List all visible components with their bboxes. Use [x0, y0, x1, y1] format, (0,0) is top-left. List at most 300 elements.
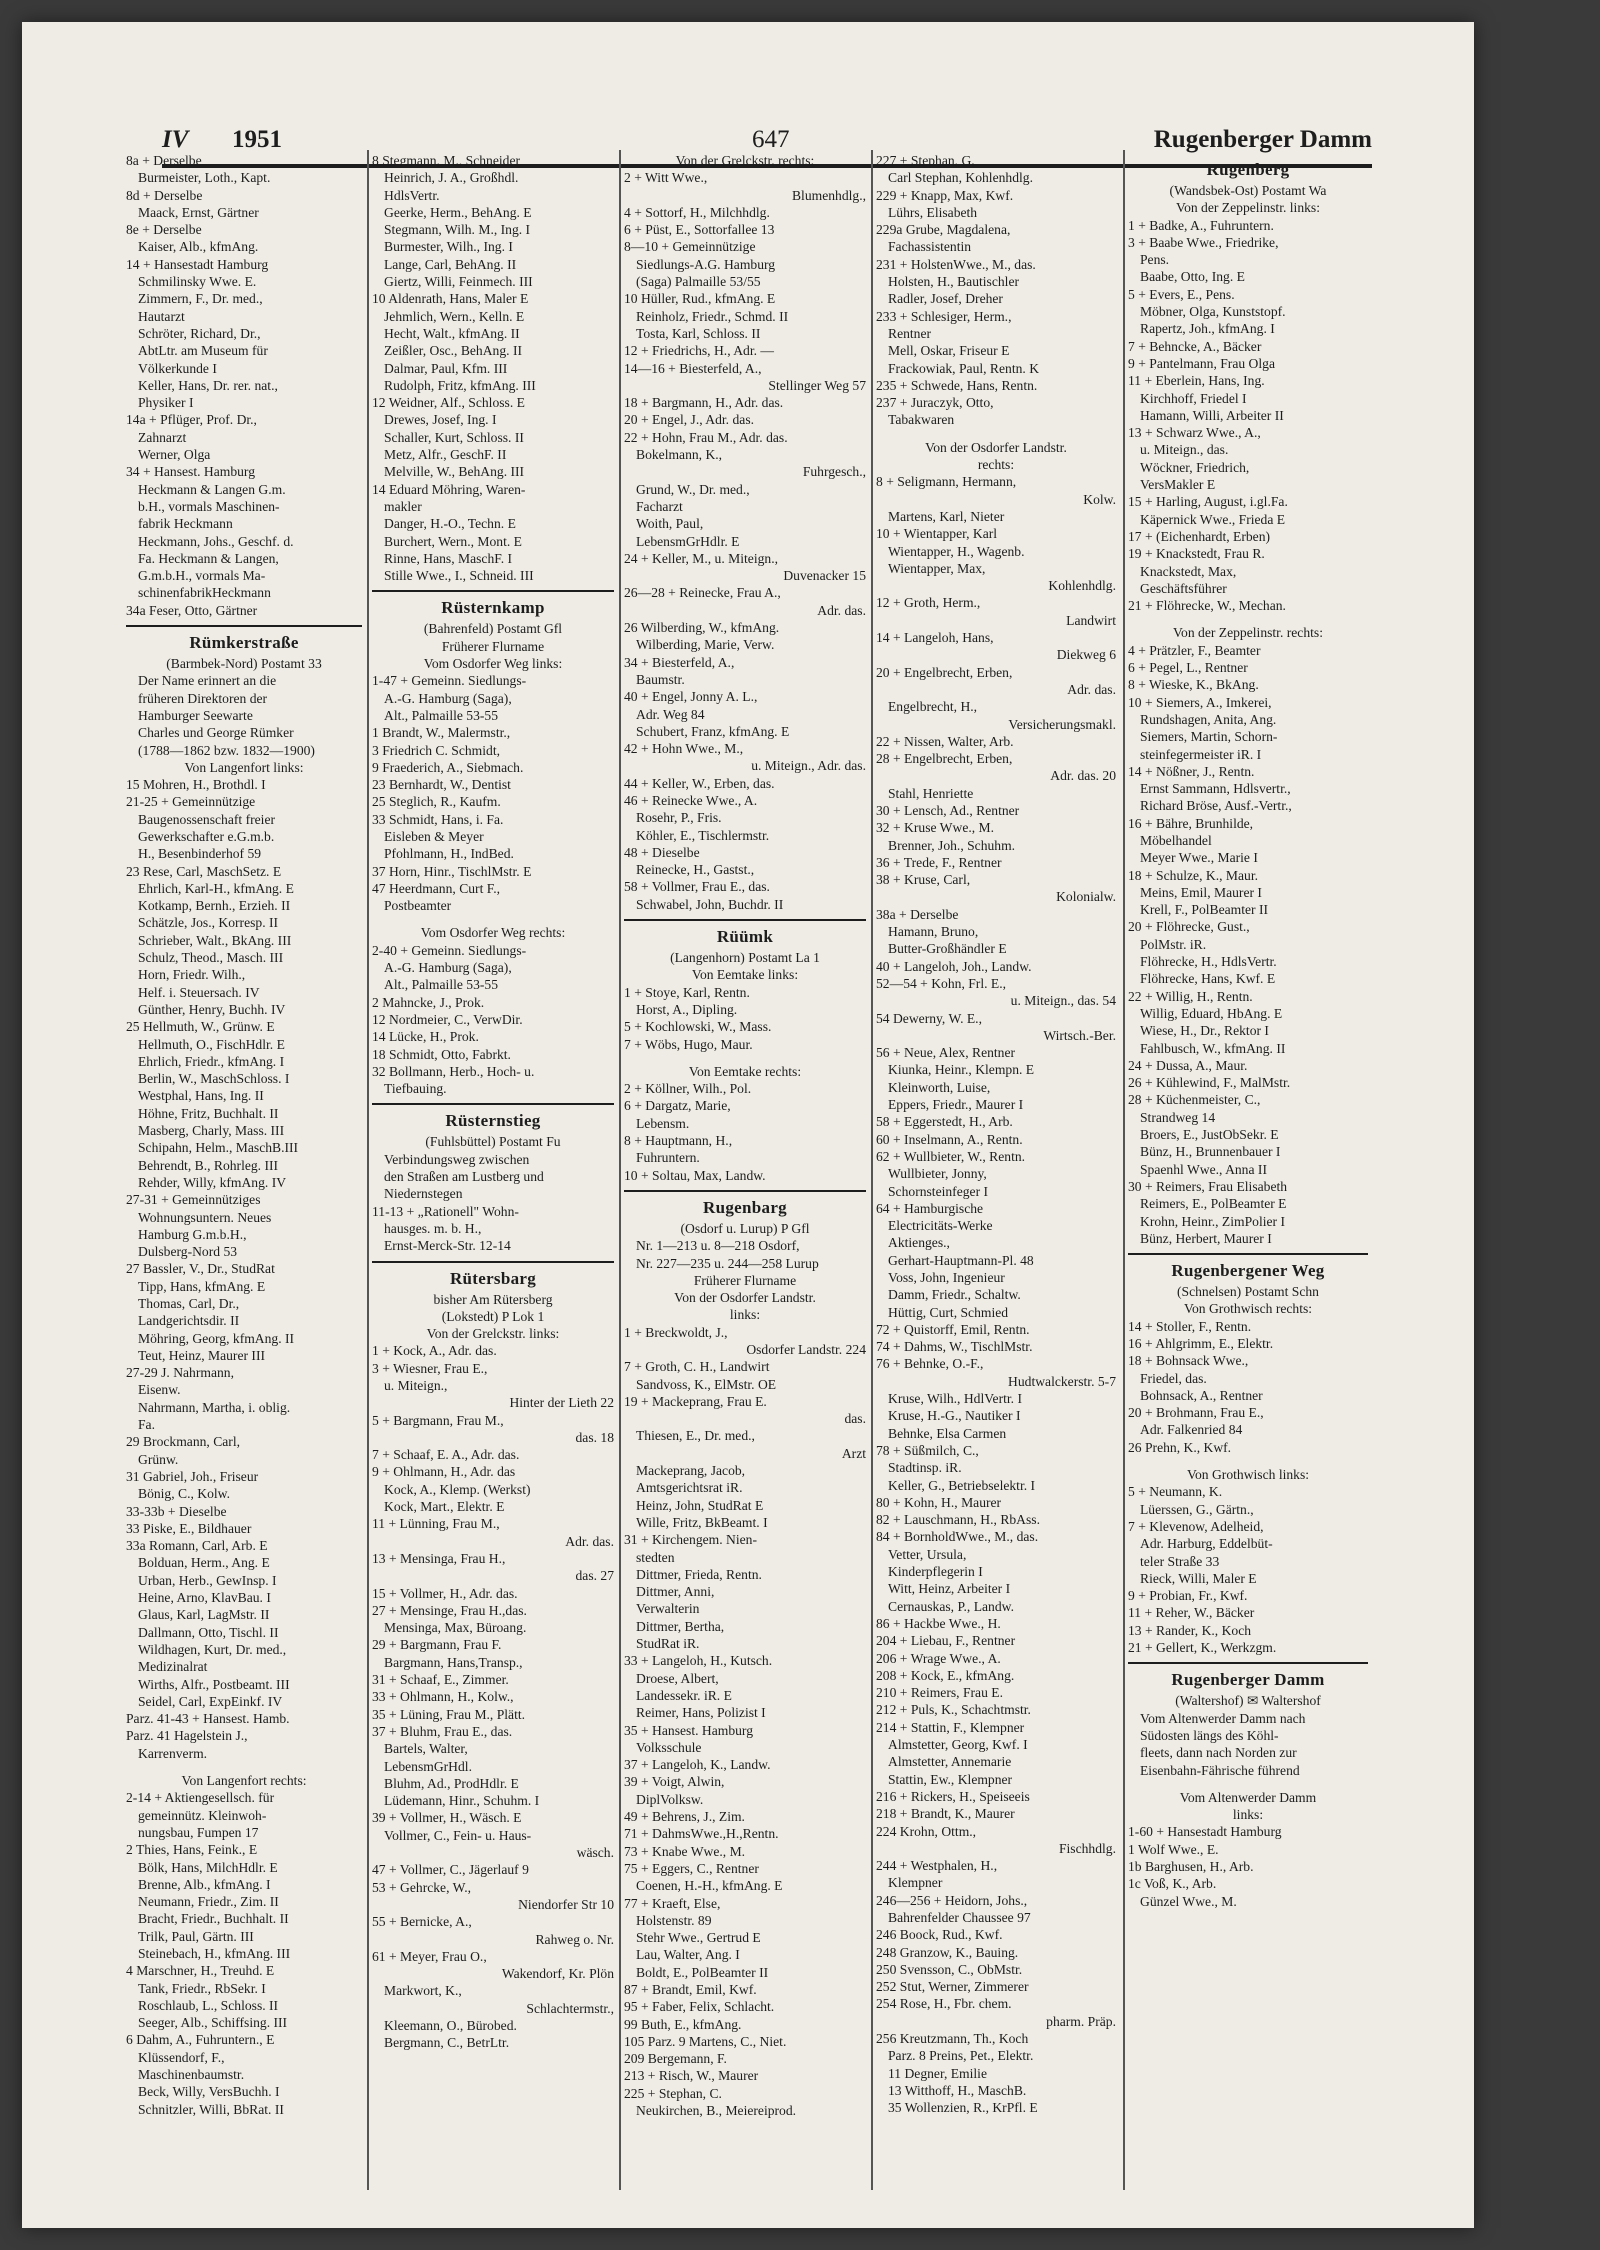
- resident-line: AbtLtr. am Museum für: [138, 343, 268, 359]
- resident-line: Geschäftsführer: [1140, 580, 1227, 596]
- resident-line: Wilberding, Marie, Verw.: [636, 637, 775, 653]
- resident-line: Bokelmann, K.,: [636, 447, 723, 463]
- resident-line: Wirths, Alfr., Postbeamt. III: [138, 1676, 290, 1692]
- resident-line: Kiunka, Heinr., Klempn. E: [888, 1062, 1035, 1078]
- resident-line: Vollmer, C., Fein- u. Haus-: [384, 1827, 532, 1843]
- resident-line: Baugenossenschaft freier: [138, 811, 276, 827]
- entry-line: 252 Stut, Werner, Zimmerer: [876, 1979, 1029, 1995]
- entry-line: 8 Stegmann, M., Schneider: [372, 153, 520, 168]
- direction-heading: Von Grothwisch links:: [1186, 1467, 1310, 1483]
- entry-line: 6 + Pegel, L., Rentner: [1128, 660, 1248, 676]
- resident-line: Schubert, Franz, kfmAng. E: [636, 723, 790, 739]
- entry-line: 14a + Pflüger, Prof. Dr.,: [126, 412, 257, 428]
- resident-line: Möhring, Georg, kfmAng. II: [138, 1330, 295, 1346]
- resident-line: Berlin, W., MaschSchloss. I: [138, 1071, 290, 1087]
- entry-line: 80 + Kohn, H., Maurer: [876, 1494, 1002, 1510]
- resident-line: Heckmann, Johs., Geschf. d.: [138, 533, 294, 549]
- resident-line: den Straßen am Lustberg und: [384, 1169, 544, 1185]
- entry-line: Parz. 41 Hagelstein J.,: [126, 1728, 248, 1744]
- direction-heading: Vom Osdorfer Weg rechts:: [420, 925, 566, 941]
- resident-line: Tiefbauing.: [384, 1081, 447, 1097]
- entry-line: 18 Schmidt, Otto, Fabrkt.: [372, 1046, 511, 1062]
- entry-line: 3 + Wiesner, Frau E.,: [372, 1360, 488, 1376]
- direction-heading: Von Eemtake links:: [691, 967, 799, 983]
- resident-line: Aktienges.,: [888, 1235, 950, 1251]
- entry-line: 1 + Breckwoldt, J.,: [624, 1324, 728, 1340]
- entry-line: 19 + Knackstedt, Frau R.: [1128, 546, 1265, 562]
- resident-line: Rudolph, Fritz, kfmAng. III: [384, 377, 536, 393]
- resident-line: Schulz, Theod., Masch. III: [138, 950, 284, 966]
- entry-line: 16 + Bähre, Brunhilde,: [1128, 815, 1254, 831]
- street-subheading: (Schnelsen) Postamt Schn: [1177, 1284, 1319, 1300]
- entry-line: 39 + Voigt, Alwin,: [624, 1774, 725, 1790]
- resident-line: Rapertz, Joh., kfmAng. I: [1140, 321, 1275, 337]
- resident-line: Thiesen, E., Dr. med.,: [636, 1428, 755, 1444]
- entry-line: 35 + Lüning, Frau M., Plätt.: [372, 1706, 526, 1722]
- resident-line: Hüttig, Curt, Schmied: [888, 1304, 1009, 1320]
- entry-line: 27 + Mensinge, Frau H.,das.: [372, 1602, 527, 1618]
- resident-line: Voss, John, Ingenieur: [888, 1270, 1005, 1285]
- resident-line: Klempner: [888, 1875, 943, 1891]
- entry-line: 1 + Badke, A., Fuhruntern.: [1128, 217, 1274, 233]
- resident-line: Schnitzler, Willi, BbRat. II: [138, 2101, 284, 2117]
- resident-line: Bohnsack, A., Rentner: [1140, 1387, 1263, 1403]
- resident-line: Köhler, E., Tischlermstr.: [636, 827, 770, 843]
- entry-line: 214 + Stattin, F., Klempner: [876, 1719, 1025, 1735]
- street-subheading: Früherer Flurname: [441, 638, 545, 654]
- resident-line: Schröter, Richard, Dr.,: [138, 325, 261, 341]
- resident-line: Dulsberg-Nord 53: [138, 1244, 238, 1260]
- resident-line: Lau, Walter, Ang. I: [636, 1947, 740, 1963]
- resident-line: Heinrich, J. A., Großhdl.: [384, 170, 519, 186]
- entry-line: 229a Grube, Magdalena,: [876, 222, 1011, 238]
- resident-line: Kirchhoff, Friedel I: [1140, 390, 1247, 406]
- entry-line: 34 + Hansest. Hamburg: [126, 464, 255, 480]
- direction-heading: Von der Zeppelinstr. rechts:: [1172, 625, 1323, 641]
- resident-line: fleets, dann nach Norden zur: [1140, 1745, 1297, 1761]
- entry-line: 44 + Keller, W., Erben, das.: [624, 775, 775, 791]
- resident-line: Duvenacker 15: [783, 568, 866, 584]
- resident-line: Hinter der Lieth 22: [509, 1395, 614, 1411]
- entry-line: 13 + Rander, K., Koch: [1128, 1622, 1252, 1638]
- street-heading: Rüsternkamp: [372, 590, 614, 620]
- entry-line: 86 + Hackbe Wwe., H.: [876, 1615, 1001, 1631]
- street-subheading: (Barmbek-Nord) Postamt 33: [166, 656, 322, 672]
- direction-heading: Von Langenfort links:: [184, 759, 304, 775]
- entry-line: 31 Gabriel, Joh., Friseur: [126, 1468, 259, 1484]
- resident-line: Urban, Herb., GewInsp. I: [138, 1572, 277, 1588]
- resident-line: Krohn, Heinr., ZimPolier I: [1140, 1213, 1285, 1229]
- resident-line: das. 18: [575, 1429, 614, 1445]
- resident-line: Charles und George Rümker: [138, 725, 294, 741]
- resident-line: Ehrlich, Karl-H., kfmAng. E: [138, 880, 294, 896]
- resident-line: Willig, Eduard, HbAng. E: [1140, 1005, 1283, 1021]
- entry-line: 95 + Faber, Felix, Schlacht.: [624, 1999, 775, 2015]
- resident-line: Stadtinsp. iR.: [888, 1460, 962, 1476]
- street-subheading: (Langenhorn) Postamt La 1: [670, 950, 820, 966]
- resident-line: Werner, Olga: [138, 447, 211, 463]
- entry-line: 224 Krohn, Ottm.,: [876, 1823, 977, 1839]
- resident-line: (1788—1862 bzw. 1832—1900): [138, 742, 315, 758]
- column-divider: [1123, 150, 1125, 2190]
- resident-line: Schlachtermstr.,: [526, 2000, 614, 2016]
- entry-line: 209 Bergemann, F.: [624, 2051, 727, 2067]
- resident-line: Baumstr.: [636, 671, 685, 687]
- resident-line: pharm. Präp.: [1046, 2013, 1116, 2029]
- resident-line: Rahweg o. Nr.: [535, 1931, 614, 1947]
- resident-line: PolMstr. iR.: [1140, 936, 1207, 952]
- resident-line: Lebensm.: [636, 1115, 690, 1131]
- entry-line: 14 + Nößner, J., Rentn.: [1128, 763, 1255, 779]
- entry-line: 206 + Wrage Wwe., A.: [876, 1650, 1001, 1666]
- entry-line: 33 Piske, E., Bildhauer: [126, 1520, 252, 1536]
- resident-line: Nahrmann, Martha, i. oblig.: [138, 1399, 291, 1415]
- entry-line: 33 + Ohlmann, H., Kolw.,: [372, 1689, 514, 1705]
- entry-line: 208 + Kock, E., kfmAng.: [876, 1667, 1015, 1683]
- entry-line: 227 + Stephan, G.: [876, 153, 975, 168]
- resident-line: Landgerichtsdir. II: [138, 1313, 240, 1329]
- entry-line: 2-14 + Aktiengesellsch. für: [126, 1790, 275, 1806]
- entry-line: 34a Feser, Otto, Gärtner: [126, 602, 258, 618]
- resident-line: Kohlenhdlg.: [1048, 578, 1116, 594]
- resident-line: steinfegermeister iR. I: [1140, 746, 1262, 762]
- resident-line: Fahlbusch, W., kfmAng. II: [1140, 1040, 1286, 1056]
- resident-line: Metz, Alfr., GeschF. II: [384, 447, 507, 463]
- resident-line: Kotkamp, Bernh., Erzieh. II: [138, 898, 291, 914]
- resident-line: Schipahn, Helm., MaschB.III: [138, 1140, 299, 1156]
- entry-line: 37 + Langeloh, K., Landw.: [624, 1757, 771, 1773]
- resident-line: Bartels, Walter,: [384, 1741, 468, 1757]
- entry-line: 233 + Schlesiger, Herm.,: [876, 308, 1012, 324]
- entry-line: 229 + Knapp, Max, Kwf.: [876, 187, 1014, 203]
- resident-line: Drewes, Josef, Ing. I: [384, 412, 497, 428]
- resident-line: Tosta, Karl, Schloss. II: [636, 325, 761, 341]
- entry-line: 27 Bassler, V., Dr., StudRat: [126, 1261, 275, 1277]
- direction-heading: Von Langenfort rechts:: [181, 1773, 307, 1789]
- resident-line: Glaus, Karl, LagMstr. II: [138, 1607, 270, 1623]
- entry-line: 32 + Kruse Wwe., M.: [876, 820, 995, 836]
- resident-line: 35 Wollenzien, R., KrPfl. E: [888, 2100, 1038, 2116]
- entry-line: 246 Boock, Rud., Kwf.: [876, 1927, 1003, 1943]
- resident-line: A.-G. Hamburg (Saga),: [384, 690, 512, 706]
- resident-line: Verwalterin: [636, 1601, 700, 1617]
- resident-line: Siedlungs-A.G. Hamburg: [636, 256, 776, 272]
- direction-heading: Von Eemtake rechts:: [688, 1063, 802, 1079]
- entry-line: 19 + Mackeprang, Frau E.: [624, 1393, 767, 1409]
- resident-line: Knackstedt, Max,: [1140, 563, 1237, 579]
- resident-line: Kinderpflegerin I: [888, 1564, 983, 1580]
- spacer: [372, 914, 614, 924]
- entry-line: 15 + Harling, August, i.gl.Fa.: [1128, 494, 1288, 510]
- resident-line: das.: [844, 1411, 866, 1427]
- spacer: [1128, 614, 1368, 624]
- column-2: [372, 152, 614, 2192]
- entry-line: 8d + Derselbe: [126, 187, 203, 203]
- resident-line: Spaenhl Wwe., Anna II: [1140, 1161, 1267, 1177]
- resident-line: Adr. das.: [817, 602, 866, 618]
- resident-line: b.H., vormals Maschinen-: [138, 498, 280, 514]
- entry-line: 30 + Reimers, Frau Elisabeth: [1128, 1178, 1288, 1194]
- entry-line: 8 + Hauptmann, H.,: [624, 1133, 733, 1149]
- resident-line: Schwabel, John, Buchdr. II: [636, 896, 784, 912]
- resident-line: Coenen, H.-H., kfmAng. E: [636, 1878, 783, 1894]
- resident-line: Adr. Weg 84: [636, 706, 705, 722]
- entry-line: 254 Rose, H., Fbr. chem.: [876, 1996, 1012, 2012]
- resident-line: Eisleben & Meyer: [384, 828, 484, 844]
- resident-line: Wohnungsuntern. Neues: [138, 1209, 272, 1225]
- resident-line: Wirtsch.-Ber.: [1043, 1027, 1116, 1043]
- column-divider: [367, 150, 369, 2190]
- entry-line: 27-29 J. Nahrmann,: [126, 1365, 234, 1381]
- entry-line: 5 + Neumann, K.: [1128, 1484, 1223, 1500]
- resident-line: Hamburg G.m.b.H.,: [138, 1226, 247, 1242]
- entry-line: 1c Voß, K., Arb.: [1128, 1876, 1217, 1892]
- entry-line: 9 + Pantelmann, Frau Olga: [1128, 355, 1275, 371]
- resident-line: Damm, Friedr., Schaltw.: [888, 1287, 1021, 1303]
- entry-line: 1-60 + Hansestadt Hamburg: [1128, 1824, 1282, 1840]
- resident-line: Almstetter, Georg, Kwf. I: [888, 1737, 1028, 1753]
- resident-line: Keller, G., Betriebselektr. I: [888, 1477, 1036, 1493]
- entry-line: 210 + Reimers, Frau E.: [876, 1685, 1003, 1701]
- resident-line: Bolduan, Herm., Ang. E: [138, 1555, 270, 1571]
- resident-line: Horn, Friedr. Wilh.,: [138, 967, 246, 983]
- entry-line: 11 + Eberlein, Hans, Ing.: [1128, 373, 1265, 389]
- resident-line: Keller, Hans, Dr. rer. nat.,: [138, 377, 278, 393]
- entry-line: 31 + Schaaf, E., Zimmer.: [372, 1672, 509, 1688]
- resident-line: Danger, H.-O., Techn. E: [384, 516, 516, 532]
- entry-line: 204 + Liebau, F., Rentner: [876, 1633, 1016, 1649]
- resident-line: Bluhm, Ad., ProdHdlr. E: [384, 1775, 519, 1791]
- resident-line: Krell, F., PolBeamter II: [1140, 902, 1269, 918]
- column-5: [1128, 152, 1368, 2192]
- resident-line: Fa.: [138, 1417, 155, 1433]
- resident-line: Masberg, Charly, Mass. III: [138, 1123, 285, 1139]
- resident-line: H., Besenbinderhof 59: [138, 846, 262, 862]
- entry-line: 105 Parz. 9 Martens, C., Niet.: [624, 2033, 787, 2049]
- entry-line: 38 + Kruse, Carl,: [876, 872, 971, 888]
- resident-line: Meyer Wwe., Marie I: [1140, 850, 1258, 866]
- resident-line: 13 Witthoff, H., MaschB.: [888, 2082, 1027, 2098]
- resident-line: Burmester, Wilh., Ing. I: [384, 239, 513, 255]
- resident-line: Holsten, H., Bautischler: [888, 274, 1020, 290]
- entry-line: 33 + Langeloh, H., Kutsch.: [624, 1653, 773, 1669]
- resident-line: Bönig, C., Kolw.: [138, 1486, 231, 1502]
- resident-line: Dallmann, Otto, Tischl. II: [138, 1624, 279, 1640]
- entry-line: 27-31 + Gemeinnütziges: [126, 1192, 261, 1208]
- resident-line: Steinebach, H., kfmAng. III: [138, 1945, 291, 1961]
- resident-line: Rieck, Willi, Maler E: [1140, 1570, 1257, 1586]
- resident-line: Rundshagen, Anita, Ang.: [1140, 711, 1277, 727]
- entry-line: 39 + Vollmer, H., Wäsch. E: [372, 1810, 522, 1826]
- entry-line: 82 + Lauschmann, H., RbAss.: [876, 1512, 1040, 1528]
- resident-line: Karrenverm.: [138, 1745, 208, 1761]
- entry-line: 4 Marschner, H., Treuhd. E: [126, 1963, 275, 1979]
- street-subheading: (Wandsbek-Ost) Postamt Wa: [1169, 183, 1327, 198]
- resident-line: HdlsVertr.: [384, 187, 440, 203]
- entry-line: 237 + Juraczyk, Otto,: [876, 395, 994, 411]
- entry-line: 14 Eduard Möhring, Waren-: [372, 481, 526, 497]
- resident-line: Heckmann & Langen G.m.: [138, 481, 286, 497]
- entry-line: 24 + Dussa, A., Maur.: [1128, 1057, 1248, 1073]
- entry-line: 235 + Schwede, Hans, Rentn.: [876, 377, 1038, 393]
- resident-line: VersMakler E: [1140, 477, 1216, 493]
- entry-line: 14 + Hansestadt Hamburg: [126, 256, 269, 272]
- entry-line: 37 Horn, Hinr., TischlMstr. E: [372, 863, 532, 879]
- resident-line: Wiese, H., Dr., Rektor I: [1140, 1023, 1269, 1039]
- resident-line: Ernst Sammann, Hdlsvertr.,: [1140, 781, 1291, 797]
- resident-line: Adr. Falkenried 84: [1140, 1422, 1243, 1438]
- resident-line: Behnke, Elsa Carmen: [888, 1425, 1007, 1441]
- entry-line: 33a Romann, Carl, Arb. E: [126, 1538, 268, 1554]
- street-heading: Rugenberger Damm: [1128, 1662, 1368, 1692]
- entry-line: 6 Dahm, A., Fuhruntern., E: [126, 2032, 275, 2048]
- resident-line: schinenfabrikHeckmann: [138, 585, 271, 601]
- page-number: 647: [752, 126, 790, 153]
- resident-line: Radler, Josef, Dreher: [888, 291, 1003, 307]
- resident-line: Adr. Harburg, Eddelbüt-: [1140, 1536, 1273, 1552]
- resident-line: Vom Altenwerder Damm nach: [1140, 1710, 1306, 1726]
- resident-line: Markwort, K.,: [384, 1983, 462, 1999]
- entry-line: 62 + Wullbieter, W., Rentn.: [876, 1148, 1026, 1164]
- resident-line: Vetter, Ursula,: [888, 1546, 967, 1562]
- street-subheading: (Bahrenfeld) Postamt Gfl: [423, 621, 563, 637]
- resident-line: Bölk, Hans, MilchHdlr. E: [138, 1859, 278, 1875]
- resident-line: Droese, Albert,: [636, 1670, 719, 1686]
- street-subheading: (Lokstedt) P Lok 1: [441, 1308, 545, 1324]
- entry-line: 20 + Engelbrecht, Erben,: [876, 664, 1013, 680]
- entry-line: 37 + Bluhm, Frau E., das.: [372, 1723, 513, 1739]
- entry-line: 7 + Behncke, A., Bäcker: [1128, 338, 1262, 354]
- entry-line: 47 + Vollmer, C., Jägerlauf 9: [372, 1862, 529, 1878]
- entry-line: 23 Bernhardt, W., Dentist: [372, 777, 511, 793]
- resident-line: u. Miteign., das. 54: [1010, 993, 1116, 1009]
- resident-line: LebensmGrHdl.: [384, 1758, 472, 1774]
- resident-line: das. 27: [575, 1568, 614, 1584]
- resident-line: Niendorfer Str 10: [518, 1896, 614, 1912]
- column-3: [624, 152, 866, 2192]
- resident-line: Meins, Emil, Maurer I: [1140, 884, 1262, 900]
- entry-line: 14—16 + Biesterfeld, A.,: [624, 360, 762, 376]
- street-heading: Rümkerstraße: [126, 625, 362, 655]
- resident-line: Eppers, Friedr., Maurer I: [888, 1097, 1024, 1113]
- resident-line: Bünz, H., Brunnenbauer I: [1140, 1144, 1281, 1160]
- entry-line: 18 + Bargmann, H., Adr. das.: [624, 395, 784, 411]
- entry-line: 34 + Biesterfeld, A.,: [624, 654, 735, 670]
- entry-line: 25 Hellmuth, W., Grünw. E: [126, 1019, 275, 1035]
- column-divider: [619, 150, 621, 2190]
- resident-line: Hecht, Walt., kfmAng. II: [384, 325, 520, 341]
- resident-line: Bünz, Herbert, Maurer I: [1140, 1230, 1272, 1246]
- resident-line: Stahl, Henriette: [888, 785, 974, 801]
- entry-line: 4 + Sottorf, H., Milchhdlg.: [624, 204, 770, 220]
- resident-line: Adr. das. 20: [1050, 768, 1116, 784]
- direction-heading: links:: [729, 1307, 761, 1323]
- entry-line: 48 + Dieselbe: [624, 844, 700, 860]
- entry-line: 1b Barghusen, H., Arb.: [1128, 1859, 1254, 1875]
- entry-line: 33-33b + Dieselbe: [126, 1503, 227, 1519]
- resident-line: Bracht, Friedr., Buchhalt. II: [138, 1911, 289, 1927]
- resident-line: Flöhrecke, Hans, Kwf. E: [1140, 971, 1276, 987]
- entry-line: 87 + Brandt, Emil, Kwf.: [624, 1981, 757, 1997]
- resident-line: Schornsteinfeger I: [888, 1183, 989, 1199]
- entry-line: 46 + Reinecke Wwe., A.: [624, 792, 758, 808]
- entry-line: 26—28 + Reinecke, Frau A.,: [624, 585, 781, 601]
- resident-line: Teut, Heinz, Maurer III: [138, 1347, 265, 1363]
- resident-line: Wildhagen, Kurt, Dr. med.,: [138, 1641, 287, 1657]
- entry-line: 1 + Kock, A., Adr. das.: [372, 1343, 497, 1359]
- entry-line: 32 Bollmann, Herb., Hoch- u.: [372, 1063, 535, 1079]
- resident-line: Schätzle, Jos., Korresp. II: [138, 915, 279, 931]
- entry-line: 8 + Wieske, K., BkAng.: [1128, 677, 1259, 693]
- resident-line: Zahnarzt: [138, 429, 187, 445]
- entry-line: 21-25 + Gemeinnützige: [126, 794, 256, 810]
- column-1: [126, 152, 362, 2192]
- resident-line: Ehrlich, Friedr., kfmAng. I: [138, 1053, 285, 1069]
- entry-line: 84 + BornholdWwe., M., das.: [876, 1529, 1039, 1545]
- resident-line: Kruse, H.-G., Nautiker I: [888, 1408, 1021, 1424]
- direction-heading: Vom Osdorfer Weg links:: [423, 656, 563, 672]
- entry-line: 13 + Schwarz Wwe., A.,: [1128, 425, 1261, 441]
- entry-line: 11-13 + „Rationell" Wohn-: [372, 1203, 519, 1219]
- resident-line: Wullbieter, Jonny,: [888, 1166, 987, 1182]
- resident-line: teler Straße 33: [1140, 1553, 1220, 1569]
- entry-line: 28 + Küchenmeister, C.,: [1128, 1092, 1261, 1108]
- street-subheading: (Fuhlsbüttel) Postamt Fu: [425, 1134, 561, 1150]
- entry-line: 216 + Rickers, H., Speiseeis: [876, 1788, 1030, 1804]
- resident-line: Günther, Henry, Buchh. IV: [138, 1001, 286, 1017]
- resident-line: wäsch.: [576, 1845, 614, 1861]
- resident-line: Schrieber, Walt., BkAng. III: [138, 932, 292, 948]
- entry-line: 31 + Kirchengem. Nien-: [624, 1532, 757, 1548]
- entry-line: 5 + Kochlowski, W., Mass.: [624, 1019, 772, 1035]
- resident-line: Richard Bröse, Ausf.-Vertr.,: [1140, 798, 1292, 814]
- resident-line: Kolw.: [1083, 491, 1116, 507]
- resident-line: Osdorfer Landstr. 224: [746, 1342, 866, 1357]
- resident-line: Butter-Großhändler E: [888, 941, 1007, 957]
- entry-line: 22 + Hohn, Frau M., Adr. das.: [624, 429, 788, 445]
- resident-line: (Saga) Palmaille 53/55: [636, 274, 761, 290]
- resident-line: Stattin, Ew., Klempner: [888, 1771, 1013, 1787]
- entry-line: 6 + Püst, E., Sottorfallee 13: [624, 222, 775, 238]
- entry-line: 74 + Dahms, W., TischlMstr.: [876, 1339, 1033, 1355]
- resident-line: Rinne, Hans, MaschF. I: [384, 550, 513, 566]
- entry-line: 12 + Groth, Herm.,: [876, 595, 981, 611]
- entry-line: 246—256 + Heidorn, Johs.,: [876, 1892, 1028, 1908]
- resident-line: Lüerssen, G., Gärtn.,: [1140, 1501, 1254, 1517]
- resident-line: Möbelhandel: [1140, 832, 1212, 848]
- entry-line: 212 + Puls, K., Schachtmstr.: [876, 1702, 1031, 1718]
- resident-line: Stellinger Weg 57: [768, 377, 866, 393]
- resident-line: Hellmuth, O., FischHdlr. E: [138, 1036, 285, 1052]
- resident-line: Mackeprang, Jacob,: [636, 1463, 746, 1479]
- resident-line: Neukirchen, B., Meiereiprod.: [636, 2103, 797, 2119]
- entry-line: 2 Thies, Hans, Feink., E: [126, 1842, 258, 1858]
- direction-heading: Vom Altenwerder Damm: [1179, 1789, 1317, 1805]
- resident-line: Diekweg 6: [1056, 647, 1116, 663]
- resident-line: makler: [384, 498, 422, 514]
- resident-line: Wientapper, H., Wagenb.: [888, 543, 1025, 559]
- resident-line: Thomas, Carl, Dr.,: [138, 1296, 240, 1311]
- entry-line: 2 Mahncke, J., Prok.: [372, 994, 485, 1010]
- entry-line: 248 Granzow, K., Bauing.: [876, 1944, 1019, 1960]
- resident-line: Wientapper, Max,: [888, 560, 986, 576]
- resident-line: u. Miteign., Adr. das.: [751, 758, 866, 774]
- direction-heading: Von der Zeppelinstr. links:: [1176, 200, 1320, 216]
- entry-line: 9 + Ohlmann, H., Adr. das: [372, 1464, 516, 1480]
- entry-line: 21 + Flöhrecke, W., Mechan.: [1128, 598, 1286, 614]
- entry-line: 15 + Vollmer, H., Adr. das.: [372, 1585, 518, 1601]
- resident-line: Brenne, Alb., kfmAng. I: [138, 1876, 271, 1892]
